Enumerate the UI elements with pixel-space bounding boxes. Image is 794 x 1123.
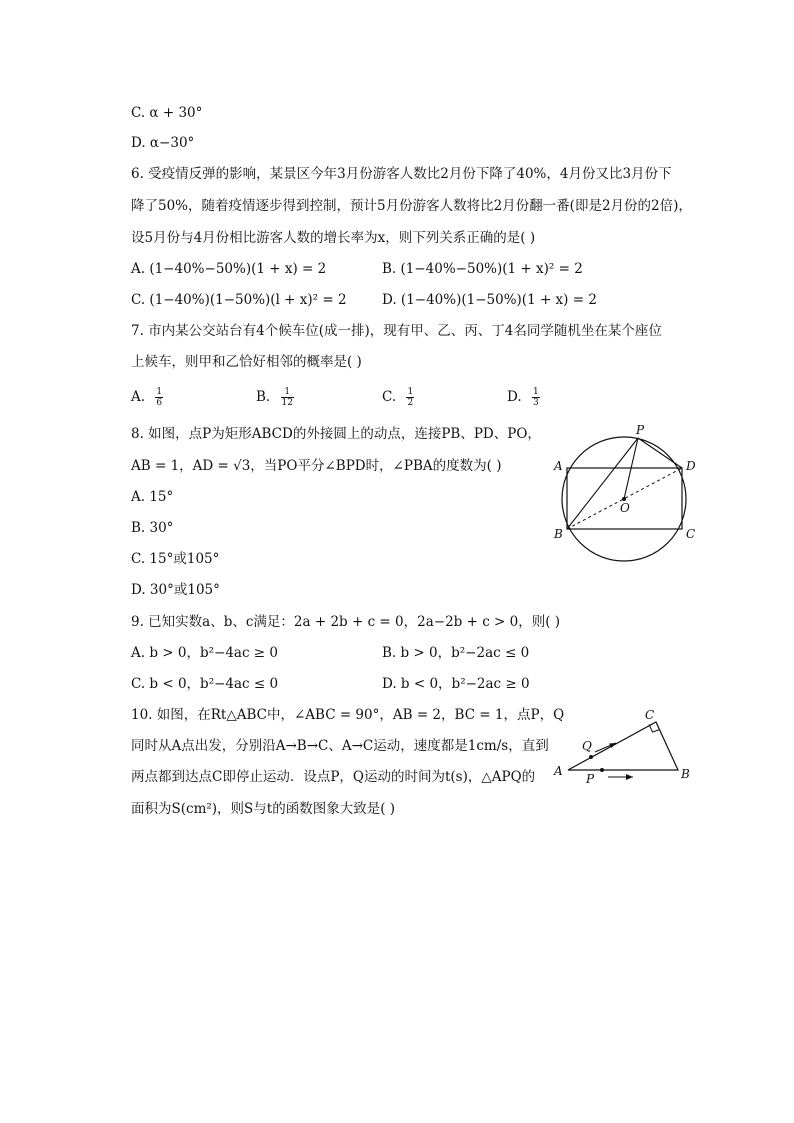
- q5-option-c: C. α + 30°: [131, 105, 203, 121]
- q6-option-c: C. (1−40%)(1−50%)(l + x)² = 2: [131, 292, 347, 308]
- q9-option-a: A. b > 0，b²−4ac ≥ 0: [131, 645, 279, 661]
- q7-option-d-fraction: $\frac{1}{3}$: [532, 387, 539, 408]
- label-b: B: [554, 527, 563, 541]
- q7-option-d: D. $\frac{1}{3}$: [507, 387, 539, 408]
- q6-option-d: D. (1−40%)(1−50%)(1 + x) = 2: [382, 292, 597, 308]
- label-q: Q: [582, 739, 592, 753]
- label-a: A: [554, 459, 563, 473]
- point-q: [589, 755, 593, 759]
- q7-stem-line2: 上候车，则甲和乙恰好相邻的概率是( ): [131, 354, 362, 370]
- segment-pd: [638, 438, 682, 468]
- label-p: P: [586, 772, 595, 786]
- arrow-p-head: [626, 774, 633, 780]
- label-b: B: [681, 767, 690, 781]
- q6-option-b: B. (1−40%−50%)(1 + x)² = 2: [382, 261, 583, 277]
- q8-option-c: C. 15°或105°: [131, 551, 220, 567]
- q8-option-d: D. 30°或105°: [131, 582, 220, 598]
- q7-option-b: B. $\frac{1}{12}$: [256, 387, 293, 408]
- q9-option-b: B. b > 0，b²−2ac ≤ 0: [382, 645, 530, 661]
- q5-option-d: D. α−30°: [131, 135, 195, 151]
- q7-option-c: C. $\frac{1}{2}$: [382, 387, 414, 408]
- q6-stem-line1: 6. 受疫情反弹的影响，某景区今年3月份游客人数比2月份下降了40%，4月份又比3月份下: [131, 166, 672, 182]
- q7-option-b-fraction: $\frac{1}{12}$: [281, 387, 293, 408]
- q8-option-b: B. 30°: [131, 520, 174, 536]
- label-a: A: [554, 764, 563, 778]
- q9-option-c: C. b < 0，b²−4ac ≤ 0: [131, 676, 279, 692]
- q9-option-d: D. b < 0，b²−2ac ≥ 0: [382, 676, 530, 692]
- q6-stem-line3: 设5月份与4月份相比游客人数的增长率为x，则下列关系正确的是( ): [131, 230, 536, 246]
- q7-option-c-fraction: $\frac{1}{2}$: [407, 387, 414, 408]
- q10-stem-line4: 面积为S(cm²)，则S与t的函数图象大致是( ): [131, 801, 396, 817]
- label-p: P: [636, 423, 645, 437]
- label-c: C: [645, 708, 655, 722]
- q10-figure-right-triangle: [548, 702, 698, 794]
- q10-stem-line2: 同时从A点出发，分别沿A→B→C、A→C运动，速度都是1cm/s，直到: [131, 738, 549, 754]
- q7-option-a-fraction: $\frac{1}{6}$: [156, 387, 163, 408]
- q8-figure-circle-rectangle: [548, 420, 708, 568]
- q8-option-a: A. 15°: [131, 489, 174, 505]
- q7-option-a: A. $\frac{1}{6}$: [131, 387, 163, 408]
- q7-stem-line1: 7. 市内某公交站台有4个候车位(成一排)，现有甲、乙、丙、丁4名同学随机坐在某个座位: [131, 323, 662, 339]
- label-d: D: [686, 459, 696, 473]
- q6-stem-line2: 降了50%，随着疫情逐步得到控制，预计5月份游客人数将比2月份翻一番(即是2月份的2倍)，: [131, 198, 692, 214]
- label-o: O: [620, 501, 630, 515]
- q9-stem-line1: 9. 已知实数a、b、c满足：2a + 2b + c = 0，2a−2b + c > 0，则( ): [131, 614, 561, 630]
- q6-option-a: A. (1−40%−50%)(1 + x) = 2: [131, 261, 327, 277]
- point-p: [600, 768, 604, 772]
- q10-stem-line1: 10. 如图，在Rt△ABC中，∠ABC = 90°，AB = 2，BC = 1，点P，Q: [131, 707, 565, 723]
- q8-stem-line1: 8. 如图，点P为矩形ABCD的外接圆上的动点，连接PB、PD、PO，: [131, 426, 541, 442]
- q8-stem-line2: AB = 1，AD = √3，当PO平分∠BPD时，∠PBA的度数为( ): [131, 458, 502, 474]
- label-c: C: [686, 527, 696, 541]
- q10-stem-line3: 两点都到达点C即停止运动．设点P，Q运动的时间为t(s)，△APQ的: [131, 769, 536, 785]
